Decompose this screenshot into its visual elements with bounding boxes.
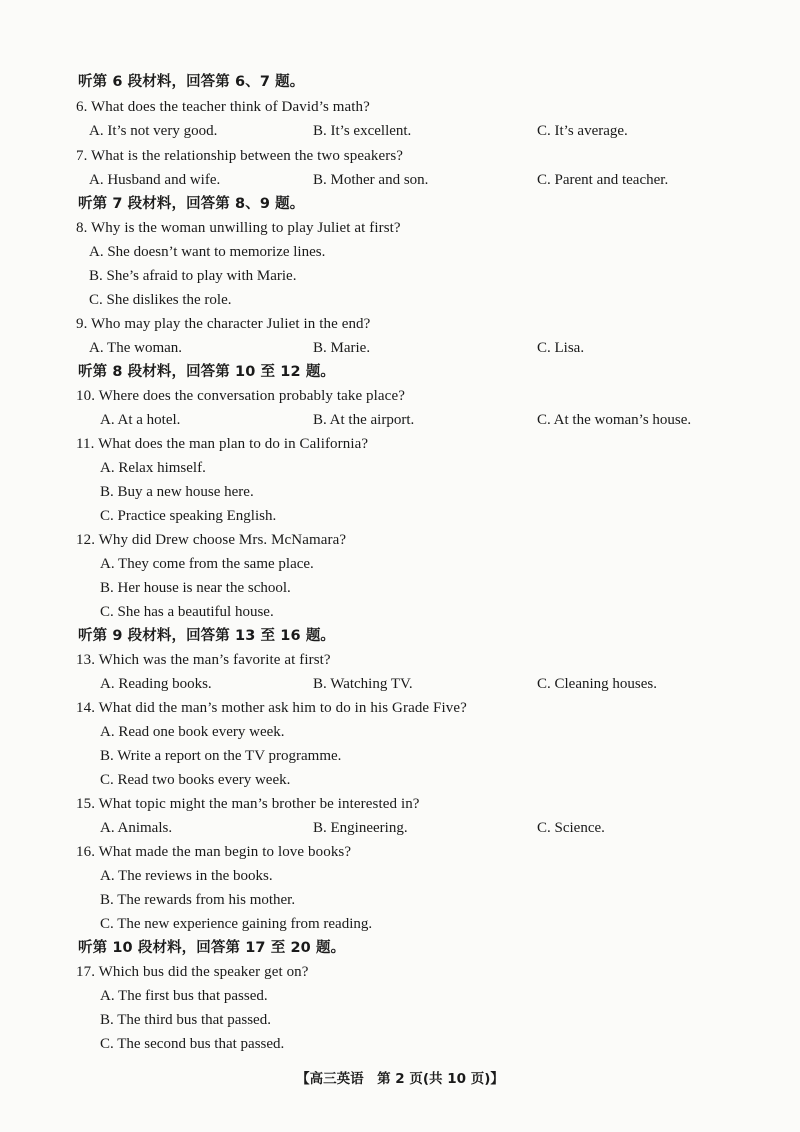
question-8-option-a: A. She doesn’t want to memorize lines.	[89, 244, 326, 260]
question-8-option-b: B. She’s afraid to play with Marie.	[89, 268, 297, 284]
question-17-option-b: B. The third bus that passed.	[100, 1012, 271, 1028]
question-6-option-b: B. It’s excellent.	[313, 123, 412, 139]
question-11-stem: 11. What does the man plan to do in California?	[76, 436, 369, 452]
question-10-stem: 10. Where does the conversation probably take place?	[76, 388, 405, 404]
question-16-option-c: C. The new experience gaining from reading.	[100, 916, 373, 932]
question-17-option-a: A. The first bus that passed.	[100, 988, 268, 1004]
question-7-option-b: B. Mother and son.	[313, 172, 429, 188]
question-15-option-c: C. Science.	[537, 820, 605, 836]
question-13-stem: 13. Which was the man’s favorite at first?	[76, 652, 331, 668]
question-9-option-b: B. Marie.	[313, 340, 371, 356]
question-7-stem: 7. What is the relationship between the two speakers?	[76, 148, 404, 164]
section-header-8: 听第 8 段材料，回答第 10 至 12 题。	[78, 364, 336, 380]
question-6-stem: 6. What does the teacher think of David’s math?	[76, 99, 370, 115]
question-15-option-a: A. Animals.	[100, 820, 173, 836]
question-16-option-a: A. The reviews in the books.	[100, 868, 273, 884]
question-10-option-b: B. At the airport.	[313, 412, 415, 428]
question-16-stem: 16. What made the man begin to love books?	[76, 844, 352, 860]
question-12-option-b: B. Her house is near the school.	[100, 580, 291, 596]
section-header-6: 听第 6 段材料，回答第 6、7 题。	[78, 74, 305, 90]
section-header-9: 听第 9 段材料，回答第 13 至 16 题。	[78, 628, 336, 644]
question-10-option-a: A. At a hotel.	[100, 412, 181, 428]
question-7-option-c: C. Parent and teacher.	[537, 172, 669, 188]
question-10-option-c: C. At the woman’s house.	[537, 412, 692, 428]
question-12-stem: 12. Why did Drew choose Mrs. McNamara?	[76, 532, 347, 548]
question-7-option-a: A. Husband and wife.	[89, 172, 221, 188]
section-header-7: 听第 7 段材料，回答第 8、9 题。	[78, 196, 305, 212]
question-12-option-c: C. She has a beautiful house.	[100, 604, 274, 620]
question-9-option-c: C. Lisa.	[537, 340, 585, 356]
question-17-option-c: C. The second bus that passed.	[100, 1036, 285, 1052]
question-8-option-c: C. She dislikes the role.	[89, 292, 232, 308]
question-14-option-b: B. Write a report on the TV programme.	[100, 748, 342, 764]
question-16-option-b: B. The rewards from his mother.	[100, 892, 296, 908]
section-header-10: 听第 10 段材料，回答第 17 至 20 题。	[78, 940, 346, 956]
question-14-option-c: C. Read two books every week.	[100, 772, 291, 788]
question-17-stem: 17. Which bus did the speaker get on?	[76, 964, 309, 980]
question-13-option-b: B. Watching TV.	[313, 676, 413, 692]
question-15-option-b: B. Engineering.	[313, 820, 408, 836]
question-9-stem: 9. Who may play the character Juliet in the end?	[76, 316, 371, 332]
question-11-option-a: A. Relax himself.	[100, 460, 206, 476]
question-8-stem: 8. Why is the woman unwilling to play Juliet at first?	[76, 220, 401, 236]
question-13-option-a: A. Reading books.	[100, 676, 212, 692]
question-14-stem: 14. What did the man’s mother ask him to do in his Grade Five?	[76, 700, 467, 716]
question-12-option-a: A. They come from the same place.	[100, 556, 314, 572]
question-15-stem: 15. What topic might the man’s brother be interested in?	[76, 796, 420, 812]
question-6-option-c: C. It’s average.	[537, 123, 628, 139]
question-9-option-a: A. The woman.	[89, 340, 183, 356]
page-footer: 【高三英语 第 2 页(共 10 页)】	[296, 1071, 504, 1087]
question-6-option-a: A. It’s not very good.	[89, 123, 218, 139]
question-14-option-a: A. Read one book every week.	[100, 724, 285, 740]
question-13-option-c: C. Cleaning houses.	[537, 676, 657, 692]
question-11-option-b: B. Buy a new house here.	[100, 484, 254, 500]
question-11-option-c: C. Practice speaking English.	[100, 508, 277, 524]
